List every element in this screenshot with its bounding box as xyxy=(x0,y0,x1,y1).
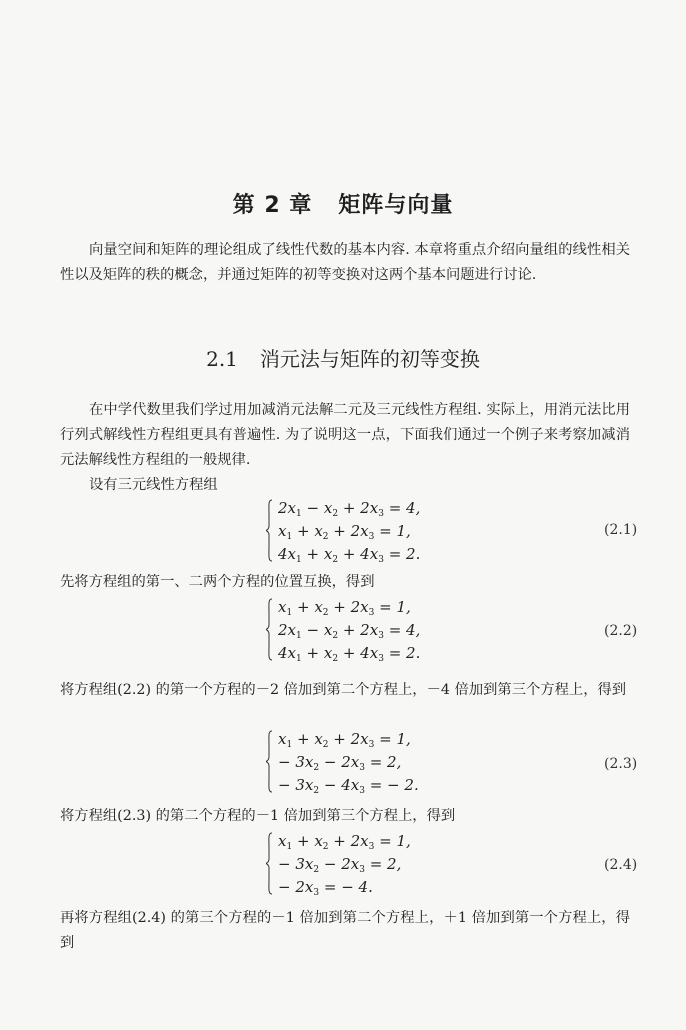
equation-row: − $3x_2 - 4x_3$ = − 2. xyxy=(278,776,419,796)
paragraph-6: 再将方程组(2.4) 的第三个方程的－1 倍加到第二个方程上，＋1 倍加到第一个方程上，得到 xyxy=(60,910,630,951)
equation-row: $4x_1 + x_2 + 4x_3 = 2$. xyxy=(278,545,421,565)
chapter-number: 第 2 章 xyxy=(232,193,313,218)
equation-number: (2.1) xyxy=(604,522,638,538)
equation-row: $2x_1 - x_2 + 2x_3 = 4$, xyxy=(278,499,421,519)
paragraph-4: 将方程组(2.2) 的第一个方程的－2 倍加到第二个方程上，－4 倍加到第三个方程上，得到 xyxy=(60,682,627,698)
equation-row: − $3x_2 - 2x_3 = 2$, xyxy=(278,855,402,875)
section-heading xyxy=(0,343,686,372)
paragraph-5: 将方程组(2.3) 的第二个方程的－1 倍加到第三个方程上，得到 xyxy=(60,808,456,824)
equation-row: − $3x_2 - 2x_3 = 2$, xyxy=(278,753,402,773)
left-brace-icon xyxy=(266,730,272,793)
section-number: 2.1 xyxy=(206,347,238,371)
equation-number: (2.2) xyxy=(604,623,638,639)
left-brace-icon xyxy=(266,499,272,562)
left-brace-icon xyxy=(266,598,272,661)
paragraph-3: 先将方程组的第一、二两个方程的位置互换，得到 xyxy=(60,574,375,590)
section-title: 消元法与矩阵的初等变换 xyxy=(259,347,480,371)
equation-system-2-3 xyxy=(268,728,538,797)
paragraph-2: 设有三元线性方程组 xyxy=(89,477,218,493)
equation-row: $4x_1 + x_2 + 4x_3 = 2$. xyxy=(278,644,421,664)
equation-system-2-4 xyxy=(268,830,538,899)
left-brace-icon xyxy=(266,832,272,895)
chapter-title: 矩阵与向量 xyxy=(338,193,454,218)
equation-system-2-2 xyxy=(268,596,538,665)
equation-system-2-1 xyxy=(268,497,538,566)
equation-row: $x_1 + x_2 + 2x_3 = 1$, xyxy=(278,522,411,542)
equation-row: $x_1 + x_2 + 2x_3 = 1$, xyxy=(278,730,411,750)
intro-paragraph: 向量空间和矩阵的理论组成了线性代数的基本内容. 本章将重点介绍向量组的线性相关性以及矩阵的秩的概念，并通过矩阵的初等变换对这两个基本问题进行讨论. xyxy=(60,242,630,283)
equation-row: − $2x_3$ = − 4. xyxy=(278,878,373,898)
equation-number: (2.4) xyxy=(604,857,638,873)
equation-row: $x_1 + x_2 + 2x_3 = 1$, xyxy=(278,832,411,852)
paragraph-1: 在中学代数里我们学过用加减消元法解二元及三元线性方程组. 实际上，用消元法比用行列式解线性方程组更具有普遍性. 为了说明这一点，下面我们通过一个例子来考察加减消元法解线性方程组的一般规律. xyxy=(60,402,630,468)
chapter-heading xyxy=(0,188,686,219)
equation-number: (2.3) xyxy=(604,756,638,772)
equation-row: $2x_1 - x_2 + 2x_3 = 4$, xyxy=(278,621,421,641)
equation-row: $x_1 + x_2 + 2x_3 = 1$, xyxy=(278,598,411,618)
